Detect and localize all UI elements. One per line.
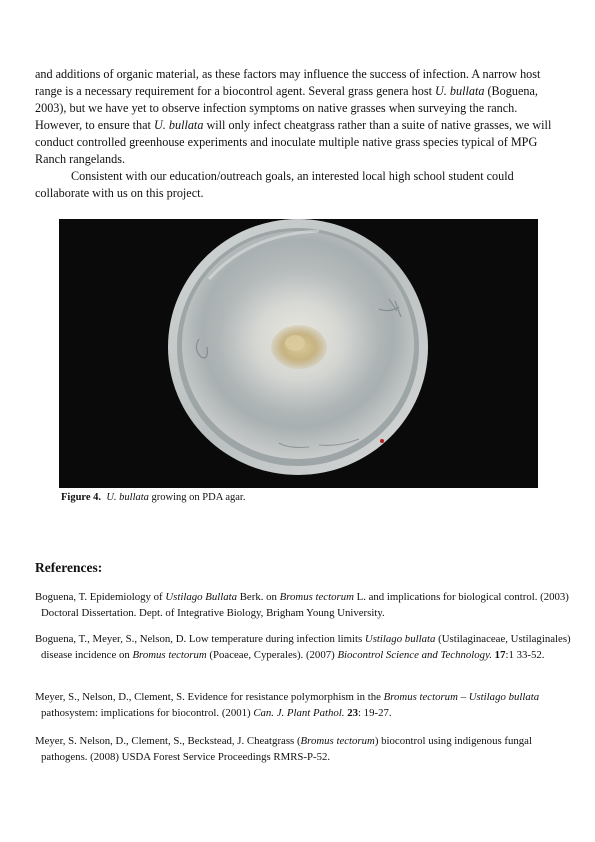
ref-journal: Can. J. Plant Pathol.: [253, 706, 345, 719]
ref-text: :1 33-52.: [505, 648, 545, 661]
reference-item: [35, 690, 571, 721]
ref-italic: Bromus tectorum: [383, 691, 458, 703]
caption-text: growing on PDA agar.: [148, 492, 246, 503]
reference-item: [35, 632, 571, 663]
paragraph-outreach: Consistent with our education/outreach goals, an interested local high school student could collaborate with us on this project.: [35, 169, 514, 200]
ref-text: (Poaceae, Cyperales). (2007): [206, 648, 338, 661]
ref-italic: Ustilago bullata: [364, 633, 436, 645]
text-segment: and additions of organic material, as these factors may influence the success of infection. A narrow host range is a necessary requirement for a biocontrol agent. Several grass genera host: [35, 67, 541, 98]
body-text: [35, 66, 560, 202]
ref-italic: Ustilago bullata: [468, 691, 540, 703]
petri-dish-photo: [59, 219, 538, 488]
ref-text: Meyer, S., Nelson, D., Clement, S. Evidence for resistance polymorphism in the: [35, 691, 384, 703]
figure-caption: [61, 492, 245, 503]
ref-text: Boguena, T. Epidemiology of: [35, 591, 166, 603]
species-name: U. bullata: [106, 492, 149, 503]
ref-journal: Biocontrol Science and Technology.: [337, 648, 492, 661]
species-name: U. bullata: [435, 84, 485, 98]
petri-dish-image: [59, 219, 538, 488]
species-name: U. bullata: [153, 118, 204, 132]
ref-text: (Ustilaginaceae, Ustilaginales) disease incidence on: [41, 633, 571, 661]
ref-text: Boguena, T., Meyer, S., Nelson, D. Low temperature during infection limits: [35, 633, 365, 645]
ref-text: ) biocontrol using indigenous fungal pathogens. (2008) USDA Forest Service Proceedings RMRS-P-52.: [41, 735, 532, 763]
reference-item: [35, 590, 571, 621]
ref-italic: Bromus tectorum: [132, 648, 207, 661]
ref-italic: Bromus tectorum: [279, 591, 354, 603]
ref-volume: 17: [494, 648, 506, 661]
references-heading: References:: [35, 560, 103, 575]
ref-text: L. and implications for biological control. (2003) Doctoral Dissertation. Dept. of Integrative Biology, Brigham Young University.: [41, 591, 569, 619]
ref-text: –: [457, 691, 469, 703]
paragraph-host-range: [35, 66, 560, 168]
text-segment: will only infect cheatgrass rather than a suite of native grasses, we will conduct controlled greenhouse experiments and inoculate multiple native grass species typical of MPG Ranch rangelands.: [35, 118, 552, 166]
ref-text: pathosystem: implications for biocontrol. (2001): [41, 706, 254, 719]
ref-volume: 23: [347, 706, 358, 719]
reference-item: [35, 734, 571, 765]
text-segment: (Boguena, 2003), but we have yet to observe infection symptoms on native grasses when surveying the ranch. However, to ensure that: [35, 84, 538, 132]
ref-text: : 19-27.: [357, 706, 392, 719]
ref-italic: Bromus tectorum: [300, 735, 375, 747]
ref-italic: Ustilago Bullata: [165, 591, 238, 603]
ref-text: Berk. on: [237, 591, 280, 603]
ref-text: Meyer, S. Nelson, D., Clement, S., Beckstead, J. Cheatgrass (: [35, 735, 301, 747]
figure-label: Figure 4.: [61, 492, 102, 503]
